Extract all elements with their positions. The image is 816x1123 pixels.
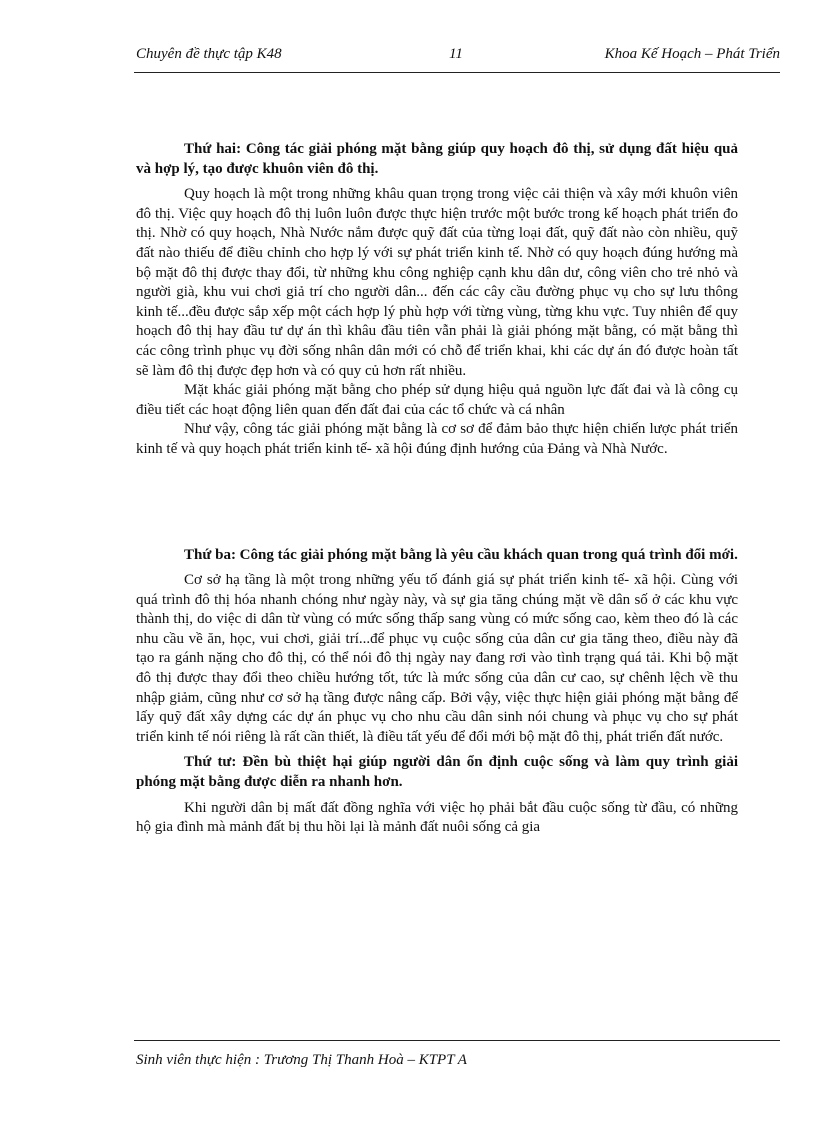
paragraph: Mặt khác giải phóng mặt bằng cho phép sử dụng hiệu quả nguồn lực đất đai và là công cụ điều tiết các hoạt động liên quan đến đất đai của các tổ chức và cá nhân [136, 382, 738, 418]
header-course-title: Chuyên đề thực tập K48 [136, 46, 282, 62]
section-heading: Thứ tư: Đền bù thiệt hại giúp người dân ổn định cuộc sống và làm quy trình giải phóng mặt bằng được diễn ra nhanh hơn. [136, 754, 738, 791]
document-body [136, 140, 738, 838]
page-header [136, 46, 780, 72]
paragraph: Cơ sở hạ tầng là một trong những yếu tố đánh giá sự phát triển kinh tế- xã hội. Cùng với quá trình đô thị hóa nhanh chóng như ngày này, và sự gia tăng chúng mặt về dân số ở các khu vực thành thị, do việc di dân từ vùng có mức sống thấp sang vùng có mức sống cao, kèm theo đó là các nhu cầu về ăn, học, vui chơi, giải trí...để phục vụ cuộc sống của dân cư gia tăng theo, điều này đã tạo ra gánh nặng cho đô thị, có thể nói đô thị ngày nay đang rơi vào tình trạng quá tải. Khi bộ mặt đô thị được thay đổi theo chiều hướng tốt, tức là mức sống của dân cư cao, sự chênh lệch về thu nhập giảm, cũng như cơ sở hạ tầng được nâng cấp. Bởi vậy, việc thực hiện giải phóng mặt bằng để lấy quỹ đất xây dựng các dự án phục vụ cho nhu cầu dân sinh nói chung và phục vụ cho sự phát triển kinh tế nói riêng là rất cần thiết, là điều tất yếu để đổi mới bộ mặt đô thị, phát triển đất nước. [136, 572, 738, 745]
header-faculty: Khoa Kế Hoạch – Phát Triển [604, 46, 780, 62]
section-heading: Thứ hai: Công tác giải phóng mặt bằng giúp quy hoạch đô thị, sử dụng đất hiệu quả và hợp lý, tạo được khuôn viên đô thị. [136, 141, 738, 177]
blank-space [136, 460, 738, 546]
section-heading: Thứ ba: Công tác giải phóng mặt bằng là yêu cầu khách quan trong quá trình đổi mới. [184, 546, 738, 563]
footer-divider [134, 1040, 780, 1041]
page-footer: Sinh viên thực hiện : Trương Thị Thanh Hoà – KTPT A [136, 1052, 467, 1068]
paragraph: Quy hoạch là một trong những khâu quan trọng trong việc cải thiện và xây mới khuôn viên đô thị. Việc quy hoạch đô thị luôn luôn được thực hiện trước một bước trong kế hoạch phát triển đo thị. Nhờ có quy hoạch, Nhà Nước nắm được quỹ đất của từng loại đất, quỹ đất nào còn nhiều, quỹ đất nào thiếu để điều chỉnh cho hợp lý với sự phát triển kinh tế. Nhờ có quy hoạch đúng hướng mà bộ mặt đô thị được thay đổi, từ những khu công nghiệp cạnh khu dân dư, công viên cho trẻ nhỏ và người già, khu vui chơi giả trí cho người dân... đến các cây cầu đường phục vụ cho sự lưu thông kinh tế...đều được sắp xếp một cách hợp lý phù hợp với từng vùng, từng khu vực. Tuy nhiên để quy hoạch đô thị hay đầu tư dự án thì khâu đầu tiên vẫn phải là giải phóng mặt bằng, có mặt bằng thì các công trình phục vụ đời sống nhân dân mới có chỗ để triển khai, khi các dự án đó được hoàn tất sẽ làm đô thị được đẹp hơn và có quy củ hơn rất nhiều. [136, 186, 738, 379]
page-number: 11 [449, 46, 463, 62]
paragraph: Khi người dân bị mất đất đồng nghĩa với việc họ phải bắt đầu cuộc sống từ đầu, có những hộ gia đình mà mảnh đất bị thu hồi lại là mảnh đất nuôi sống cả gia [136, 799, 738, 836]
header-divider [134, 72, 780, 73]
paragraph: Như vậy, công tác giải phóng mặt bằng là cơ sơ để đảm bảo thực hiện chiến lược phát triển kinh tế và quy hoạch phát triển kinh tế- xã hội đúng định hướng của Đảng và Nhà Nước. [136, 421, 738, 457]
